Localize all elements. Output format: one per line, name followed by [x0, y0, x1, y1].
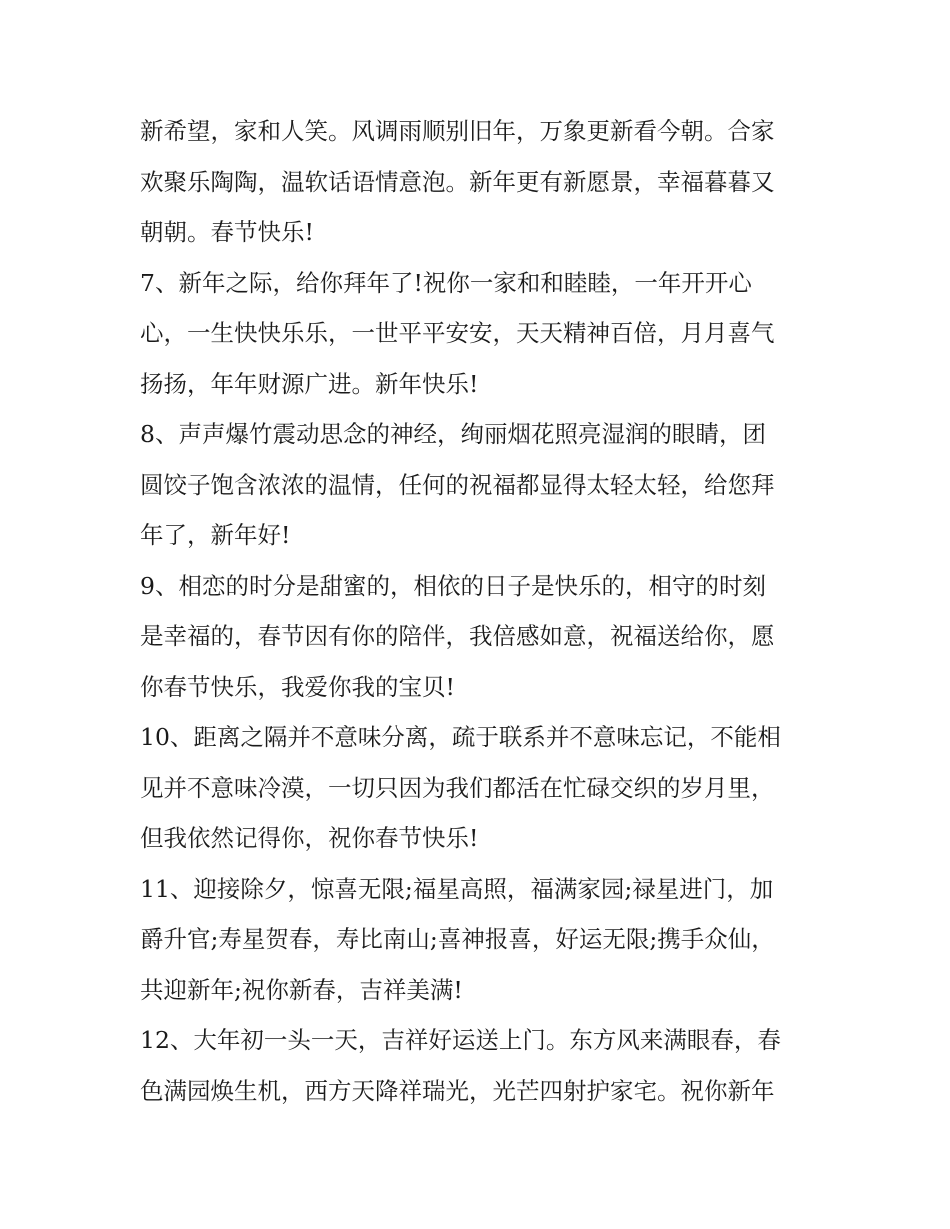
text-line: 8、声声爆竹震动思念的神经，绚丽烟花照亮湿润的眼睛，团	[140, 420, 766, 448]
text-line: 欢聚乐陶陶，温软话语情意泡。新年更有新愿景，幸福暮暮又	[140, 167, 775, 196]
text-line: 爵升官;寿星贺春，寿比南山;喜神报喜，好运无限;携手众仙，	[140, 925, 775, 953]
text-line: 圆饺子饱含浓浓的温情，任何的祝福都显得太轻太轻，给您拜	[140, 470, 775, 499]
text-line: 见并不意味冷漠，一切只因为我们都活在忙碌交织的岁月里，	[140, 773, 775, 802]
text-line: 你春节快乐，我爱你我的宝贝!	[140, 672, 455, 701]
text-line: 是幸福的，春节因有你的陪伴，我倍感如意，祝福送给你，愿	[140, 622, 775, 650]
text-line: 9、相恋的时分是甜蜜的，相依的日子是快乐的，相守的时刻	[140, 571, 766, 600]
text-line: 色满园焕生机，西方天降祥瑞光，光芒四射护家宅。祝你新年	[140, 1076, 775, 1105]
text-line: 朝朝。春节快乐!	[140, 218, 314, 246]
text-line: 10、距离之隔并不意味分离，疏于联系并不意味忘记，不能相	[140, 723, 781, 751]
text-line: 11、迎接除夕，惊喜无限;福星高照，福满家园;禄星进门，加	[140, 874, 774, 903]
text-line: 年了，新年好!	[140, 521, 291, 549]
text-line: 共迎新年;祝你新春，吉祥美满!	[140, 975, 463, 1004]
body-text	[140, 106, 818, 1116]
text-line: 但我依然记得你，祝你春节快乐!	[140, 824, 479, 852]
text-line: 7、新年之际，给你拜年了!祝你一家和和睦睦，一年开开心	[140, 268, 752, 297]
text-line: 心，一生快快乐乐，一世平平安安，天天精神百倍，月月喜气	[140, 319, 775, 347]
text-line: 12、大年初一头一天，吉祥好运送上门。东方风来满眼春，春	[140, 1026, 781, 1054]
text-line: 新希望，家和人笑。风调雨顺别旧年，万象更新看今朝。合家	[140, 117, 775, 145]
text-line: 扬扬，年年财源广进。新年快乐!	[140, 369, 479, 398]
